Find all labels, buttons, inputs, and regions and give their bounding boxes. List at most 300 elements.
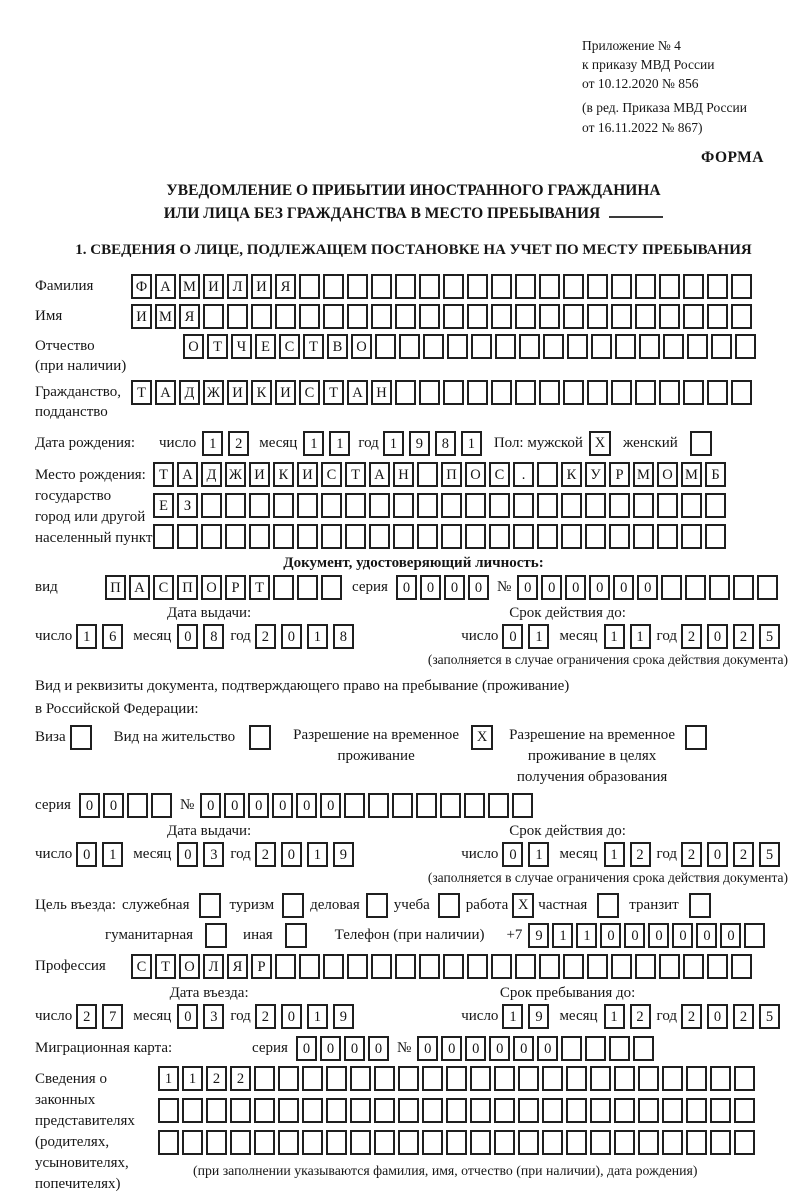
char-box[interactable]: 2 (630, 1004, 651, 1029)
char-box[interactable]: 1 (630, 624, 651, 649)
char-box[interactable] (639, 334, 660, 359)
char-box[interactable] (321, 575, 342, 600)
char-box[interactable] (686, 1098, 707, 1123)
char-box[interactable] (566, 1098, 587, 1123)
char-box[interactable] (744, 923, 765, 948)
char-box[interactable]: 1 (307, 624, 328, 649)
char-box[interactable] (515, 304, 536, 329)
char-box[interactable]: 1 (182, 1066, 203, 1091)
char-box[interactable] (323, 954, 344, 979)
char-box[interactable]: Т (207, 334, 228, 359)
char-box[interactable]: 0 (624, 923, 645, 948)
char-box[interactable]: И (297, 462, 318, 487)
char-box[interactable] (587, 380, 608, 405)
char-box[interactable] (471, 334, 492, 359)
char-box[interactable] (467, 380, 488, 405)
char-box[interactable]: И (275, 380, 296, 405)
char-box[interactable] (614, 1066, 635, 1091)
char-box[interactable] (585, 524, 606, 549)
char-box[interactable] (635, 954, 656, 979)
char-box[interactable]: К (273, 462, 294, 487)
char-box[interactable]: 2 (733, 624, 754, 649)
char-box[interactable] (153, 524, 174, 549)
char-box[interactable] (488, 793, 509, 818)
char-box[interactable] (323, 304, 344, 329)
char-box[interactable]: Р (225, 575, 246, 600)
char-box[interactable] (297, 493, 318, 518)
char-box[interactable]: 5 (759, 1004, 780, 1029)
char-box[interactable] (470, 1130, 491, 1155)
char-box[interactable]: 1 (307, 1004, 328, 1029)
char-box[interactable] (254, 1098, 275, 1123)
checkbox-study[interactable] (438, 893, 460, 918)
checkbox-other[interactable] (285, 923, 307, 948)
char-box[interactable] (446, 1130, 467, 1155)
char-box[interactable]: 0 (696, 923, 717, 948)
char-box[interactable]: 2 (681, 842, 702, 867)
char-box[interactable]: 1 (102, 842, 123, 867)
char-box[interactable] (590, 1066, 611, 1091)
char-box[interactable]: 0 (648, 923, 669, 948)
char-box[interactable] (230, 1098, 251, 1123)
char-box[interactable] (417, 493, 438, 518)
char-box[interactable] (227, 304, 248, 329)
char-box[interactable] (563, 304, 584, 329)
char-box[interactable] (350, 1066, 371, 1091)
char-box[interactable] (710, 1098, 731, 1123)
char-box[interactable] (710, 1130, 731, 1155)
char-box[interactable]: 0 (613, 575, 634, 600)
char-box[interactable] (395, 274, 416, 299)
char-box[interactable] (422, 1066, 443, 1091)
char-box[interactable]: 0 (177, 842, 198, 867)
char-box[interactable] (151, 793, 172, 818)
char-box[interactable] (566, 1130, 587, 1155)
checkbox-business[interactable] (366, 893, 388, 918)
char-box[interactable] (707, 380, 728, 405)
char-box[interactable]: О (657, 462, 678, 487)
checkbox-official[interactable] (199, 893, 221, 918)
char-box[interactable]: А (347, 380, 368, 405)
checkbox-transit[interactable] (689, 893, 711, 918)
char-box[interactable] (539, 380, 560, 405)
char-box[interactable]: О (465, 462, 486, 487)
char-box[interactable]: А (155, 380, 176, 405)
char-box[interactable] (638, 1066, 659, 1091)
char-box[interactable] (417, 462, 438, 487)
char-box[interactable] (347, 274, 368, 299)
char-box[interactable]: 0 (396, 575, 417, 600)
char-box[interactable]: Т (249, 575, 270, 600)
char-box[interactable]: 0 (589, 575, 610, 600)
char-box[interactable] (518, 1066, 539, 1091)
char-box[interactable] (633, 493, 654, 518)
char-box[interactable] (177, 524, 198, 549)
char-box[interactable] (398, 1066, 419, 1091)
char-box[interactable]: Т (155, 954, 176, 979)
char-box[interactable]: 9 (333, 1004, 354, 1029)
checkbox-tourism[interactable] (282, 893, 304, 918)
char-box[interactable]: 9 (528, 923, 549, 948)
char-box[interactable] (127, 793, 148, 818)
char-box[interactable] (657, 493, 678, 518)
char-box[interactable] (251, 304, 272, 329)
char-box[interactable] (683, 274, 704, 299)
char-box[interactable]: 2 (681, 1004, 702, 1029)
char-box[interactable]: К (561, 462, 582, 487)
char-box[interactable]: С (321, 462, 342, 487)
char-box[interactable]: 0 (468, 575, 489, 600)
char-box[interactable]: 0 (281, 842, 302, 867)
char-box[interactable]: 0 (502, 842, 523, 867)
char-box[interactable] (446, 1066, 467, 1091)
char-box[interactable] (615, 334, 636, 359)
char-box[interactable] (321, 493, 342, 518)
char-box[interactable] (321, 524, 342, 549)
char-box[interactable] (659, 274, 680, 299)
char-box[interactable] (659, 380, 680, 405)
char-box[interactable] (731, 380, 752, 405)
char-box[interactable]: 0 (177, 624, 198, 649)
char-box[interactable]: С (131, 954, 152, 979)
char-box[interactable]: 0 (707, 1004, 728, 1029)
char-box[interactable] (443, 954, 464, 979)
char-box[interactable] (398, 1130, 419, 1155)
char-box[interactable]: Т (323, 380, 344, 405)
char-box[interactable]: 0 (707, 624, 728, 649)
char-box[interactable] (638, 1130, 659, 1155)
char-box[interactable]: 1 (576, 923, 597, 948)
char-box[interactable]: 0 (344, 1036, 365, 1061)
char-box[interactable] (710, 1066, 731, 1091)
char-box[interactable] (731, 304, 752, 329)
female-checkbox[interactable] (690, 431, 712, 456)
char-box[interactable] (299, 274, 320, 299)
char-box[interactable] (416, 793, 437, 818)
char-box[interactable]: О (201, 575, 222, 600)
char-box[interactable]: Я (227, 954, 248, 979)
char-box[interactable] (491, 954, 512, 979)
char-box[interactable]: 0 (672, 923, 693, 948)
char-box[interactable] (662, 1098, 683, 1123)
char-box[interactable] (443, 380, 464, 405)
char-box[interactable]: В (327, 334, 348, 359)
char-box[interactable] (590, 1130, 611, 1155)
char-box[interactable] (633, 1036, 654, 1061)
char-box[interactable] (417, 524, 438, 549)
char-box[interactable] (611, 380, 632, 405)
char-box[interactable]: Н (393, 462, 414, 487)
char-box[interactable] (614, 1098, 635, 1123)
char-box[interactable]: 2 (681, 624, 702, 649)
char-box[interactable]: М (155, 304, 176, 329)
char-box[interactable] (230, 1130, 251, 1155)
char-box[interactable] (733, 575, 754, 600)
char-box[interactable] (443, 274, 464, 299)
char-box[interactable] (158, 1098, 179, 1123)
char-box[interactable] (371, 954, 392, 979)
char-box[interactable] (657, 524, 678, 549)
char-box[interactable]: 0 (517, 575, 538, 600)
char-box[interactable]: 1 (461, 431, 482, 456)
char-box[interactable] (465, 524, 486, 549)
char-box[interactable] (635, 274, 656, 299)
char-box[interactable]: 0 (420, 575, 441, 600)
char-box[interactable] (686, 1130, 707, 1155)
char-box[interactable] (611, 274, 632, 299)
char-box[interactable] (711, 334, 732, 359)
char-box[interactable] (344, 793, 365, 818)
char-box[interactable] (326, 1130, 347, 1155)
char-box[interactable] (609, 524, 630, 549)
char-box[interactable]: М (633, 462, 654, 487)
char-box[interactable] (273, 493, 294, 518)
char-box[interactable]: 1 (528, 842, 549, 867)
char-box[interactable] (659, 954, 680, 979)
char-box[interactable] (519, 334, 540, 359)
char-box[interactable]: Д (201, 462, 222, 487)
char-box[interactable]: 0 (320, 793, 341, 818)
char-box[interactable] (659, 304, 680, 329)
char-box[interactable] (494, 1098, 515, 1123)
char-box[interactable] (662, 1130, 683, 1155)
char-box[interactable] (302, 1130, 323, 1155)
char-box[interactable] (542, 1066, 563, 1091)
char-box[interactable] (491, 380, 512, 405)
char-box[interactable]: 0 (368, 1036, 389, 1061)
char-box[interactable] (687, 334, 708, 359)
char-box[interactable] (611, 304, 632, 329)
char-box[interactable] (609, 493, 630, 518)
char-box[interactable]: Е (255, 334, 276, 359)
char-box[interactable]: С (279, 334, 300, 359)
char-box[interactable] (542, 1130, 563, 1155)
char-box[interactable] (709, 575, 730, 600)
char-box[interactable] (225, 493, 246, 518)
char-box[interactable] (422, 1098, 443, 1123)
char-box[interactable]: И (203, 274, 224, 299)
char-box[interactable] (392, 793, 413, 818)
char-box[interactable]: Н (371, 380, 392, 405)
char-box[interactable] (537, 524, 558, 549)
char-box[interactable]: М (179, 274, 200, 299)
char-box[interactable]: 0 (281, 624, 302, 649)
char-box[interactable]: Я (179, 304, 200, 329)
char-box[interactable] (731, 274, 752, 299)
char-box[interactable] (297, 575, 318, 600)
char-box[interactable] (345, 493, 366, 518)
char-box[interactable] (585, 493, 606, 518)
char-box[interactable] (705, 493, 726, 518)
char-box[interactable]: 2 (255, 1004, 276, 1029)
char-box[interactable]: 1 (202, 431, 223, 456)
char-box[interactable] (395, 304, 416, 329)
char-box[interactable]: 0 (541, 575, 562, 600)
char-box[interactable] (681, 524, 702, 549)
char-box[interactable] (662, 1066, 683, 1091)
char-box[interactable] (374, 1066, 395, 1091)
char-box[interactable]: П (441, 462, 462, 487)
char-box[interactable] (423, 334, 444, 359)
char-box[interactable] (590, 1098, 611, 1123)
char-box[interactable]: Л (227, 274, 248, 299)
char-box[interactable] (467, 954, 488, 979)
char-box[interactable] (278, 1098, 299, 1123)
char-box[interactable] (182, 1130, 203, 1155)
char-box[interactable] (537, 462, 558, 487)
char-box[interactable] (611, 954, 632, 979)
char-box[interactable] (513, 524, 534, 549)
char-box[interactable]: Ж (203, 380, 224, 405)
char-box[interactable] (683, 304, 704, 329)
char-box[interactable]: С (153, 575, 174, 600)
char-box[interactable] (681, 493, 702, 518)
char-box[interactable] (735, 334, 756, 359)
char-box[interactable] (591, 334, 612, 359)
male-checkbox[interactable]: X (589, 431, 611, 456)
char-box[interactable] (393, 493, 414, 518)
char-box[interactable] (563, 954, 584, 979)
char-box[interactable]: 2 (255, 624, 276, 649)
char-box[interactable] (371, 304, 392, 329)
char-box[interactable]: 0 (637, 575, 658, 600)
char-box[interactable] (515, 274, 536, 299)
char-box[interactable]: 0 (537, 1036, 558, 1061)
temp-residence-edu-checkbox[interactable] (685, 725, 707, 750)
char-box[interactable] (470, 1066, 491, 1091)
char-box[interactable] (464, 793, 485, 818)
char-box[interactable] (563, 274, 584, 299)
char-box[interactable] (447, 334, 468, 359)
char-box[interactable] (686, 1066, 707, 1091)
char-box[interactable]: 1 (303, 431, 324, 456)
char-box[interactable] (731, 954, 752, 979)
char-box[interactable]: 3 (203, 1004, 224, 1029)
char-box[interactable] (225, 524, 246, 549)
char-box[interactable]: 1 (604, 842, 625, 867)
char-box[interactable]: А (177, 462, 198, 487)
char-box[interactable]: 0 (502, 624, 523, 649)
char-box[interactable] (542, 1098, 563, 1123)
char-box[interactable] (561, 493, 582, 518)
char-box[interactable]: 0 (296, 793, 317, 818)
char-box[interactable]: 1 (329, 431, 350, 456)
char-box[interactable] (368, 793, 389, 818)
char-box[interactable]: С (489, 462, 510, 487)
char-box[interactable] (638, 1098, 659, 1123)
char-box[interactable] (465, 493, 486, 518)
char-box[interactable] (685, 575, 706, 600)
char-box[interactable]: 0 (103, 793, 124, 818)
char-box[interactable]: И (251, 274, 272, 299)
char-box[interactable]: Т (153, 462, 174, 487)
char-box[interactable] (299, 954, 320, 979)
char-box[interactable] (275, 954, 296, 979)
char-box[interactable] (707, 304, 728, 329)
char-box[interactable] (419, 380, 440, 405)
char-box[interactable] (440, 793, 461, 818)
char-box[interactable]: А (129, 575, 150, 600)
char-box[interactable] (350, 1098, 371, 1123)
char-box[interactable] (369, 524, 390, 549)
char-box[interactable]: Е (153, 493, 174, 518)
char-box[interactable]: О (179, 954, 200, 979)
char-box[interactable]: А (155, 274, 176, 299)
char-box[interactable]: 1 (528, 624, 549, 649)
char-box[interactable] (707, 274, 728, 299)
char-box[interactable]: 0 (79, 793, 100, 818)
char-box[interactable]: П (177, 575, 198, 600)
char-box[interactable] (491, 304, 512, 329)
char-box[interactable]: 1 (307, 842, 328, 867)
char-box[interactable]: И (227, 380, 248, 405)
char-box[interactable] (249, 493, 270, 518)
char-box[interactable] (443, 304, 464, 329)
char-box[interactable]: 0 (224, 793, 245, 818)
char-box[interactable]: Р (251, 954, 272, 979)
char-box[interactable] (515, 954, 536, 979)
char-box[interactable]: 0 (296, 1036, 317, 1061)
char-box[interactable] (273, 524, 294, 549)
char-box[interactable]: 0 (441, 1036, 462, 1061)
char-box[interactable] (566, 1066, 587, 1091)
char-box[interactable] (347, 304, 368, 329)
char-box[interactable] (539, 954, 560, 979)
char-box[interactable] (203, 304, 224, 329)
char-box[interactable] (350, 1130, 371, 1155)
char-box[interactable]: 0 (200, 793, 221, 818)
char-box[interactable]: 8 (203, 624, 224, 649)
char-box[interactable]: 0 (720, 923, 741, 948)
char-box[interactable]: 2 (230, 1066, 251, 1091)
char-box[interactable] (345, 524, 366, 549)
char-box[interactable]: 2 (206, 1066, 227, 1091)
char-box[interactable] (275, 304, 296, 329)
temp-residence-checkbox[interactable]: X (471, 725, 493, 750)
char-box[interactable] (518, 1098, 539, 1123)
char-box[interactable] (512, 793, 533, 818)
char-box[interactable] (254, 1130, 275, 1155)
char-box[interactable] (278, 1066, 299, 1091)
char-box[interactable]: 0 (600, 923, 621, 948)
char-box[interactable]: 1 (552, 923, 573, 948)
char-box[interactable]: 0 (76, 842, 97, 867)
char-box[interactable] (326, 1066, 347, 1091)
char-box[interactable] (705, 524, 726, 549)
char-box[interactable] (734, 1066, 755, 1091)
char-box[interactable]: 2 (733, 842, 754, 867)
char-box[interactable] (494, 1066, 515, 1091)
char-box[interactable] (441, 493, 462, 518)
char-box[interactable]: С (299, 380, 320, 405)
char-box[interactable]: 0 (417, 1036, 438, 1061)
char-box[interactable] (734, 1098, 755, 1123)
char-box[interactable]: 0 (281, 1004, 302, 1029)
char-box[interactable] (489, 493, 510, 518)
char-box[interactable]: П (105, 575, 126, 600)
char-box[interactable] (491, 274, 512, 299)
char-box[interactable]: 8 (435, 431, 456, 456)
char-box[interactable] (446, 1098, 467, 1123)
char-box[interactable] (515, 380, 536, 405)
char-box[interactable]: 6 (102, 624, 123, 649)
char-box[interactable] (206, 1098, 227, 1123)
char-box[interactable]: М (681, 462, 702, 487)
char-box[interactable] (683, 954, 704, 979)
char-box[interactable] (663, 334, 684, 359)
char-box[interactable] (399, 334, 420, 359)
char-box[interactable] (297, 524, 318, 549)
